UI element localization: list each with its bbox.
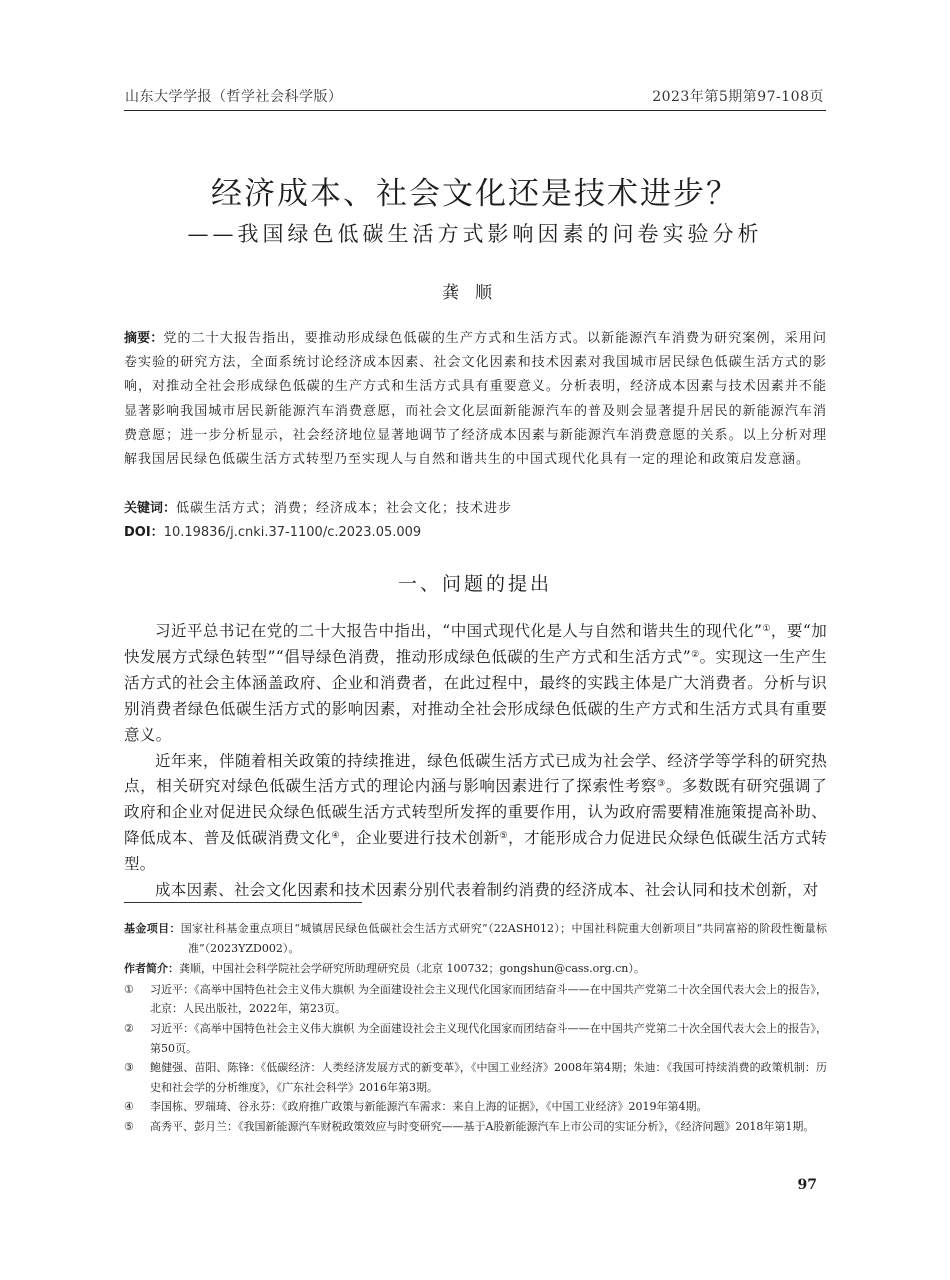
footnote-5: [124, 1117, 827, 1137]
footnote-text: 高秀平、彭月兰：《我国新能源汽车财税政策效应与时变研究——基于A股新能源汽车上市公司的实证分析》，《经济问题》2018年第1期。: [150, 1119, 815, 1133]
footnote-text: 习近平：《高举中国特色社会主义伟大旗帜 为全面建设社会主义现代化国家而团结奋斗——在中国共产党第二十次全国代表大会上的报告》，第50页。: [150, 1021, 827, 1055]
footnote-ref-1[interactable]: ①: [762, 624, 771, 634]
author-bio: [124, 959, 827, 979]
keywords-label: 关键词：: [124, 501, 177, 516]
footnote-mark: ⑤: [124, 1119, 134, 1133]
footnote-mark: ②: [124, 1021, 134, 1035]
footnote-ref-4[interactable]: ④: [331, 831, 340, 842]
author-bio-label: 作者简介：: [124, 962, 179, 976]
author-bio-text: 龚顺，中国社会科学院社会学研究所助理研究员（北京 100732；gongshun@cass.org.cn）。: [179, 962, 645, 976]
footnote-2: [124, 1019, 827, 1058]
text-run: 近年来，伴随着相关政策的持续推进，绿色低碳生活方式已成为社会学、经济学等学科的研究热点，相关研究对绿色低碳生活方式的理论内涵与影响因素进行了探索性考察: [124, 751, 827, 796]
text-run: ，企业要进行技术创新: [339, 829, 500, 848]
article-subtitle: ——我国绿色低碳生活方式影响因素的问卷实验分析: [187, 222, 763, 246]
abstract-text: 党的二十大报告指出，要推动形成绿色低碳的生产方式和生活方式。以新能源汽车消费为研究案例，采用问卷实验的研究方法，全面系统讨论经济成本因素、社会文化因素和技术因素对我国城市居民绿色低碳生活方式的影响，对推动全社会形成绿色低碳的生产方式和生活方式具有重要意义。分析表明，经济成本因素与技术因素并不能显著影响我国城市居民新能源汽车消费意愿，而社会文化层面新能源汽车的普及则会显著提升居民的新能源汽车消费意愿；进一步分析显示，社会经济地位显著地调节了经济成本因素与新能源汽车消费意愿的关系。以上分析对理解我国居民绿色低碳生活方式转型乃至实现人与自然和谐共生的中国式现代化具有一定的理论和政策启发意涵。: [124, 331, 827, 468]
footnote-1: [124, 980, 827, 1019]
article-title: 经济成本、社会文化还是技术进步？: [211, 176, 739, 212]
page-number: 97: [797, 1177, 817, 1193]
text-run: 习近平总书记在党的二十大报告中指出，“中国式现代化是人与自然和谐共生的现代化”: [155, 622, 763, 640]
author-name: 龚顺: [442, 283, 508, 303]
text-run: ，要“加快发展方式绿色转型”“倡导绿色消费，推动形成绿色低碳的生产方式和生活方式”: [124, 622, 827, 666]
paragraph-1: [124, 619, 827, 749]
footnotes: [124, 919, 827, 1137]
section-heading: 一、问题的提出: [397, 573, 552, 595]
footnote-4: [124, 1097, 827, 1117]
footnote-text: 鲍健强、苗阳、陈锋：《低碳经济：人类经济发展方式的新变革》，《中国工业经济》2008年第4期；朱迪：《我国可持续消费的政策机制：历史和社会学的分析维度》，《广东社会科学》2016年第3期。: [150, 1061, 827, 1094]
doi-value: 10.19836/j.cnki.37-1100/c.2023.05.009: [163, 525, 422, 540]
journal-name: 山东大学学报（哲学社会科学版）: [125, 89, 343, 105]
abstract-label: 摘要：: [124, 331, 164, 346]
doi: [124, 521, 421, 540]
issue-info: 2023年第5期第97-108页: [652, 89, 824, 105]
footnote-ref-2[interactable]: ②: [690, 649, 700, 660]
keywords: [124, 497, 827, 516]
body-text: [124, 619, 827, 904]
funding-text: 国家社科基金重点项目“城镇居民绿色低碳社会生活方式研究”（22ASH012）；中国社科院重大创新项目“共同富裕的阶段性衡量标准”（2023YZD002）。: [180, 922, 828, 955]
footnote-ref-3[interactable]: ③: [657, 779, 666, 790]
footnote-ref-5[interactable]: ⑤: [499, 831, 509, 842]
text-run: 。实现这一生产生活方式的社会主体涵盖政府、企业和消费者，在此过程中，最终的实践主体是广大消费者。分析与识别消费者绿色低碳生活方式的影响因素，对推动全社会形成绿色低碳的生产方式和生活方式具有重要意义。: [124, 647, 828, 744]
footnote-divider: [124, 902, 362, 903]
abstract: [124, 327, 827, 472]
text-run: ，才能形成合力促进民众绿色低碳生活方式转型。: [124, 829, 827, 874]
funding-label: 基金项目：: [124, 922, 181, 935]
footnote-3: [124, 1058, 827, 1097]
keywords-text: 低碳生活方式；消费；经济成本；社会文化；技术进步: [176, 501, 513, 516]
footnote-mark: ③: [124, 1061, 134, 1075]
paragraph-3: 成本因素、社会文化因素和技术因素分别代表着制约消费的经济成本、社会认同和技术创新，对: [155, 881, 819, 900]
text-run: 。多数既有研究强调了政府和企业对促进民众绿色低碳生活方式转型所发挥的重要作用，认为政府需要精准施策提高补助、降低成本、普及低碳消费文化: [124, 777, 827, 848]
footnote-text: 习近平：《高举中国特色社会主义伟大旗帜 为全面建设社会主义现代化国家而团结奋斗——在中国共产党第二十次全国代表大会上的报告》，北京：人民出版社，2022年，第23页。: [150, 982, 827, 1016]
doi-label: DOI：: [124, 525, 164, 540]
footnote-text: 李国栋、罗瑞琦、谷永芬：《政府推广政策与新能源汽车需求：来自上海的证据》，《中国工业经济》2019年第4期。: [150, 1100, 708, 1114]
header-divider: [124, 110, 826, 111]
footnote-mark: ④: [124, 1100, 134, 1114]
footnote-mark: ①: [124, 982, 134, 996]
funding-note: [124, 919, 827, 958]
paragraph-2: [124, 749, 827, 879]
